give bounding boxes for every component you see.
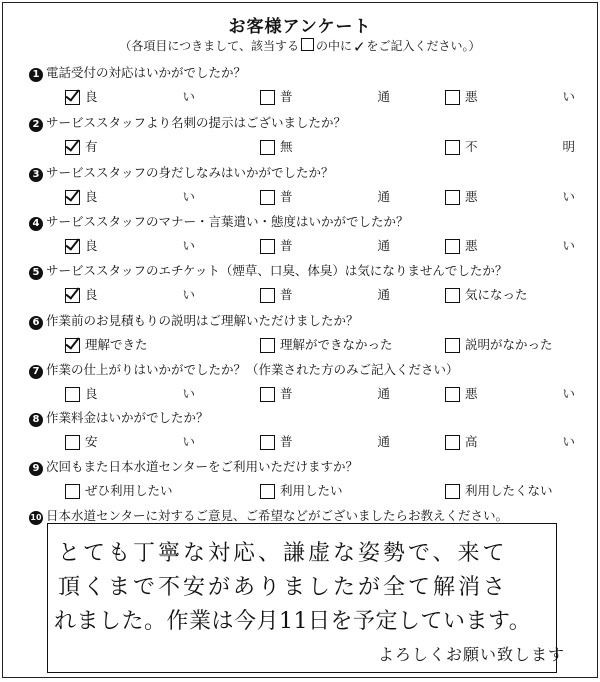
question-6 <box>29 311 589 330</box>
option-label: 気になった <box>465 287 528 302</box>
checkbox-icon[interactable] <box>445 140 460 155</box>
comment-line-3: れました。作業は今月11日を予定しています。 <box>54 609 532 634</box>
checkbox-checked-icon[interactable] <box>65 239 80 254</box>
checkbox-icon[interactable] <box>260 239 275 254</box>
question-8 <box>29 408 589 427</box>
option-label: 普 通 <box>280 287 390 302</box>
option-label: 理解ができなかった <box>280 337 393 352</box>
option-label: 普 通 <box>280 434 390 449</box>
question-number-icon: 4 <box>29 217 43 231</box>
question-text: 日本水道センターに対するご意見、ご希望などがございましたらお教えください。 <box>46 508 509 523</box>
checkbox-icon[interactable] <box>445 190 460 205</box>
question-text: 作業の仕上がりはいかがでしたか？（作業された方のみご記入ください） <box>46 362 459 377</box>
option-label: 説明がなかった <box>465 337 553 352</box>
question-number-icon: 10 <box>29 511 43 525</box>
question-number-icon: 7 <box>29 365 43 379</box>
question-text: 作業料金はいかがでしたか？ <box>46 410 209 425</box>
question-number-icon: 3 <box>29 168 43 182</box>
instruction-text-after: をご記入ください。） <box>366 39 481 53</box>
question-4 <box>29 212 589 231</box>
option-label: 不 明 <box>465 139 575 154</box>
question-text: 次回もまた日本水道センターをご利用いただけますか？ <box>46 459 359 474</box>
question-text: 作業前のお見積もりの説明はご理解いただけましたか？ <box>46 313 359 328</box>
options-row-2 <box>65 137 587 157</box>
survey-instruction <box>3 37 597 56</box>
options-row-5 <box>65 285 587 305</box>
question-9 <box>29 457 589 476</box>
options-row-9 <box>65 481 587 501</box>
checkbox-checked-icon[interactable] <box>65 190 80 205</box>
option-label: 良 い <box>85 89 195 104</box>
question-text: サービススタッフより名刺の提示はございましたか？ <box>46 115 347 130</box>
question-number-icon: 9 <box>29 462 43 476</box>
checkbox-icon[interactable] <box>260 484 275 499</box>
instruction-text-before: （各項目につきまして、該当する <box>119 39 299 53</box>
checkbox-icon[interactable] <box>445 435 460 450</box>
question-number-icon: 8 <box>29 413 43 427</box>
question-text: サービススタッフのエチケット（煙草、口臭、体臭）は気になりませんでしたか？ <box>46 263 508 278</box>
option-label: 有 <box>85 139 98 154</box>
comment-line-1: とても丁寧な対応、謙虚な姿勢で、来て <box>58 541 508 566</box>
checkbox-icon[interactable] <box>65 435 80 450</box>
question-number-icon: 1 <box>29 68 43 82</box>
checkbox-icon[interactable] <box>260 140 275 155</box>
option-label: 普 通 <box>280 386 390 401</box>
question-1 <box>29 63 589 82</box>
checkbox-icon[interactable] <box>445 288 460 303</box>
checkbox-checked-icon[interactable] <box>65 338 80 353</box>
checkbox-sample-icon <box>301 38 314 51</box>
option-label: 悪 い <box>465 386 575 401</box>
checkbox-icon[interactable] <box>445 387 460 402</box>
option-label: 悪 い <box>465 189 575 204</box>
instruction-text-middle: の中に <box>315 39 352 53</box>
checkbox-icon[interactable] <box>445 90 460 105</box>
question-text: サービススタッフの身だしなみはいかがでしたか？ <box>46 165 334 180</box>
checkbox-icon[interactable] <box>445 239 460 254</box>
options-row-3 <box>65 187 587 207</box>
survey-sheet <box>2 2 598 678</box>
question-2 <box>29 113 589 132</box>
comment-signoff: よろしくお願い致します <box>378 645 566 664</box>
checkbox-icon[interactable] <box>260 90 275 105</box>
option-label: 普 通 <box>280 89 390 104</box>
option-label: 無 <box>280 139 293 154</box>
option-label: 普 通 <box>280 189 390 204</box>
checkbox-icon[interactable] <box>445 338 460 353</box>
comment-box[interactable] <box>47 523 566 673</box>
checkbox-icon[interactable] <box>260 190 275 205</box>
options-row-7 <box>65 384 587 404</box>
option-label: ぜひ利用したい <box>85 483 173 498</box>
checkbox-icon[interactable] <box>260 338 275 353</box>
question-text: 電話受付の対応はいかがでしたか？ <box>46 65 247 80</box>
checkbox-checked-icon[interactable] <box>65 288 80 303</box>
option-label: 高 い <box>465 434 575 449</box>
question-number-icon: 6 <box>29 316 43 330</box>
checkbox-checked-icon[interactable] <box>65 90 80 105</box>
checkbox-icon[interactable] <box>65 484 80 499</box>
option-label: 良 い <box>85 386 195 401</box>
options-row-1 <box>65 87 587 107</box>
question-number-icon: 5 <box>29 266 43 280</box>
option-label: 良 い <box>85 238 195 253</box>
question-3 <box>29 163 589 182</box>
option-label: 安 い <box>85 434 195 449</box>
options-row-4 <box>65 236 587 256</box>
option-label: 利用したくない <box>465 483 553 498</box>
option-label: 良 い <box>85 287 195 302</box>
option-label: 利用したい <box>280 483 343 498</box>
options-row-8 <box>65 432 587 452</box>
question-5 <box>29 261 589 280</box>
survey-title: お客様アンケート <box>228 17 372 37</box>
checkbox-icon[interactable] <box>260 435 275 450</box>
question-number-icon: 2 <box>29 118 43 132</box>
option-label: 悪 い <box>465 238 575 253</box>
option-label: 良 い <box>85 189 195 204</box>
option-label: 理解できた <box>85 337 148 352</box>
checkbox-icon[interactable] <box>445 484 460 499</box>
checkbox-icon[interactable] <box>260 288 275 303</box>
checkbox-icon[interactable] <box>260 387 275 402</box>
question-text: サービススタッフのマナー・言葉遣い・態度はいかがでしたか？ <box>46 214 409 229</box>
checkbox-checked-icon[interactable] <box>65 140 80 155</box>
option-label: 悪 い <box>465 89 575 104</box>
option-label: 普 通 <box>280 238 390 253</box>
question-7 <box>29 360 589 379</box>
checkbox-icon[interactable] <box>65 387 80 402</box>
comment-line-2: 頂くまで不安がありましたが全て解消さ <box>58 575 509 600</box>
options-row-6 <box>65 335 587 355</box>
checkmark-sample-icon: ✓ <box>352 38 366 56</box>
